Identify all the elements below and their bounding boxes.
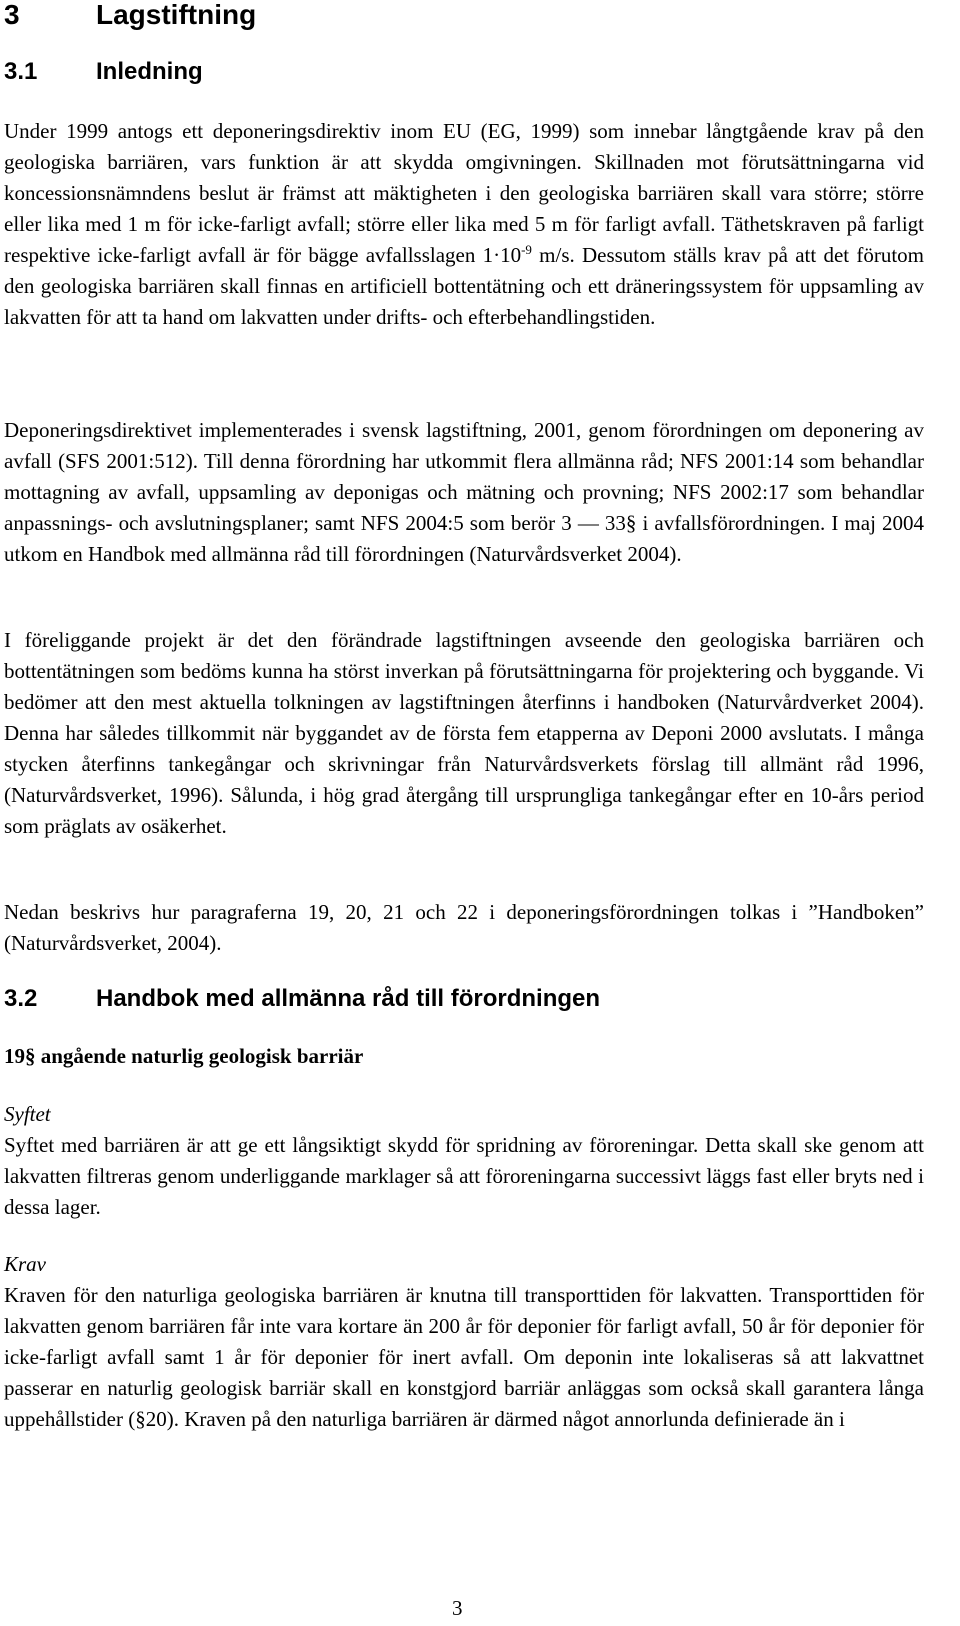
section-title: Handbok med allmänna råd till förordningen	[96, 985, 601, 1012]
section-number: 3.1	[4, 58, 38, 85]
section-heading-inledning	[4, 57, 203, 87]
chapter-title: Lagstiftning	[96, 0, 257, 30]
krav-block	[4, 1249, 924, 1435]
exponent: -9	[521, 242, 532, 257]
paragraph-intro	[4, 116, 924, 333]
paragraph-intro-text-a: Under 1999 antogs ett deponeringsdirektiv inom EU (EG, 1999) som innebar långtgående krav på den geologiska barriären, vars funktion är att skydda omgivningen. Skillnaden mot förutsättningarna vid koncessionsnämndens beslut är främst att mäktigheten i den geologiska barriären skall vara större; större eller lika med 1 m för icke-farligt avfall; större eller lika med 5 m för farligt avfall. Täthetskraven på farligt respektive icke-farligt avfall är för bägge avfallsslagen 1·10	[4, 119, 924, 267]
paragraph-handbook-intro: Nedan beskrivs hur paragraferna 19, 20, 21 och 22 i deponeringsförordningen tolkas i ”Handboken” (Naturvårdsverket, 2004).	[4, 900, 924, 955]
chapter-number: 3	[4, 0, 20, 30]
subsection-heading-19: 19§ angående naturlig geologisk barriär	[4, 1044, 364, 1068]
chapter-heading	[4, 0, 256, 32]
section-heading-handbok	[4, 984, 600, 1014]
page-number: 3	[452, 1596, 463, 1620]
syftet-text: Syftet med barriären är att ge ett långsiktigt skydd för spridning av föroreningar. Detta skall ske genom att lakvatten filtreras genom underliggande marklager så att föroreningarna successivt läggs fast eller bryts ned i dessa lager.	[4, 1133, 924, 1219]
paragraph-project: I föreliggande projekt är det den förändrade lagstiftningen avseende den geologiska barriären och bottentätningen som bedöms kunna ha störst inverkan på förutsättningarna för projektering och byggande. Vi bedömer att den mest aktuella tolkningen av lagstiftningen återfinns i handboken (Naturvårdverket 2004). Denna har således tillkommit när byggandet av de första fem etapperna av Deponi 2000 avslutats. I många stycken återfinns tankegångar och skrivningar från Naturvårdsverkets förslag till allmänt råd 1996, (Naturvårdsverket, 1996). Sålunda, i hög grad återgång till ursprungliga tankegångar efter en 10-års period som präglats av osäkerhet.	[4, 628, 924, 838]
section-title: Inledning	[96, 58, 203, 85]
krav-label: Krav	[4, 1252, 46, 1276]
section-number: 3.2	[4, 985, 38, 1012]
syftet-block	[4, 1099, 924, 1223]
paragraph-implementation: Deponeringsdirektivet implementerades i svensk lagstiftning, 2001, genom förordningen om deponering av avfall (SFS 2001:512). Till denna förordning har utkommit flera allmänna råd; NFS 2001:14 som behandlar mottagning av avfall, uppsamling av deponigas och mätning och provning; NFS 2002:17 som behandlar anpassnings- och avslutningsplaner; samt NFS 2004:5 som berör 3 — 33§ i avfallsförordningen. I maj 2004 utkom en Handbok med allmänna råd till förordningen (Naturvårdsverket 2004).	[4, 418, 924, 566]
paragraph-intro-text-b: m/s. Dessutom ställs krav på att det förutom den geologiska barriären skall finnas en artificiell bottentätning och ett dräneringssystem för uppsamling av lakvatten för att ta hand om lakvatten under drifts- och efterbehandlingstiden.	[4, 243, 924, 329]
krav-text: Kraven för den naturliga geologiska barriären är knutna till transporttiden för lakvatten. Transporttiden för lakvatten genom barriären får inte vara kortare än 200 år för deponier för farligt avfall, 50 år för deponier för icke-farligt avfall samt 1 år för deponier för inert avfall. Om deponin inte lokaliseras så att lakvattnet passerar en naturlig geologisk barriär skall en konstgjord barriär anläggas som också skall garantera långa uppehållstider (§20). Kraven på den naturliga barriären är därmed något annorlunda definierade än i	[4, 1283, 924, 1431]
syftet-label: Syftet	[4, 1102, 51, 1126]
